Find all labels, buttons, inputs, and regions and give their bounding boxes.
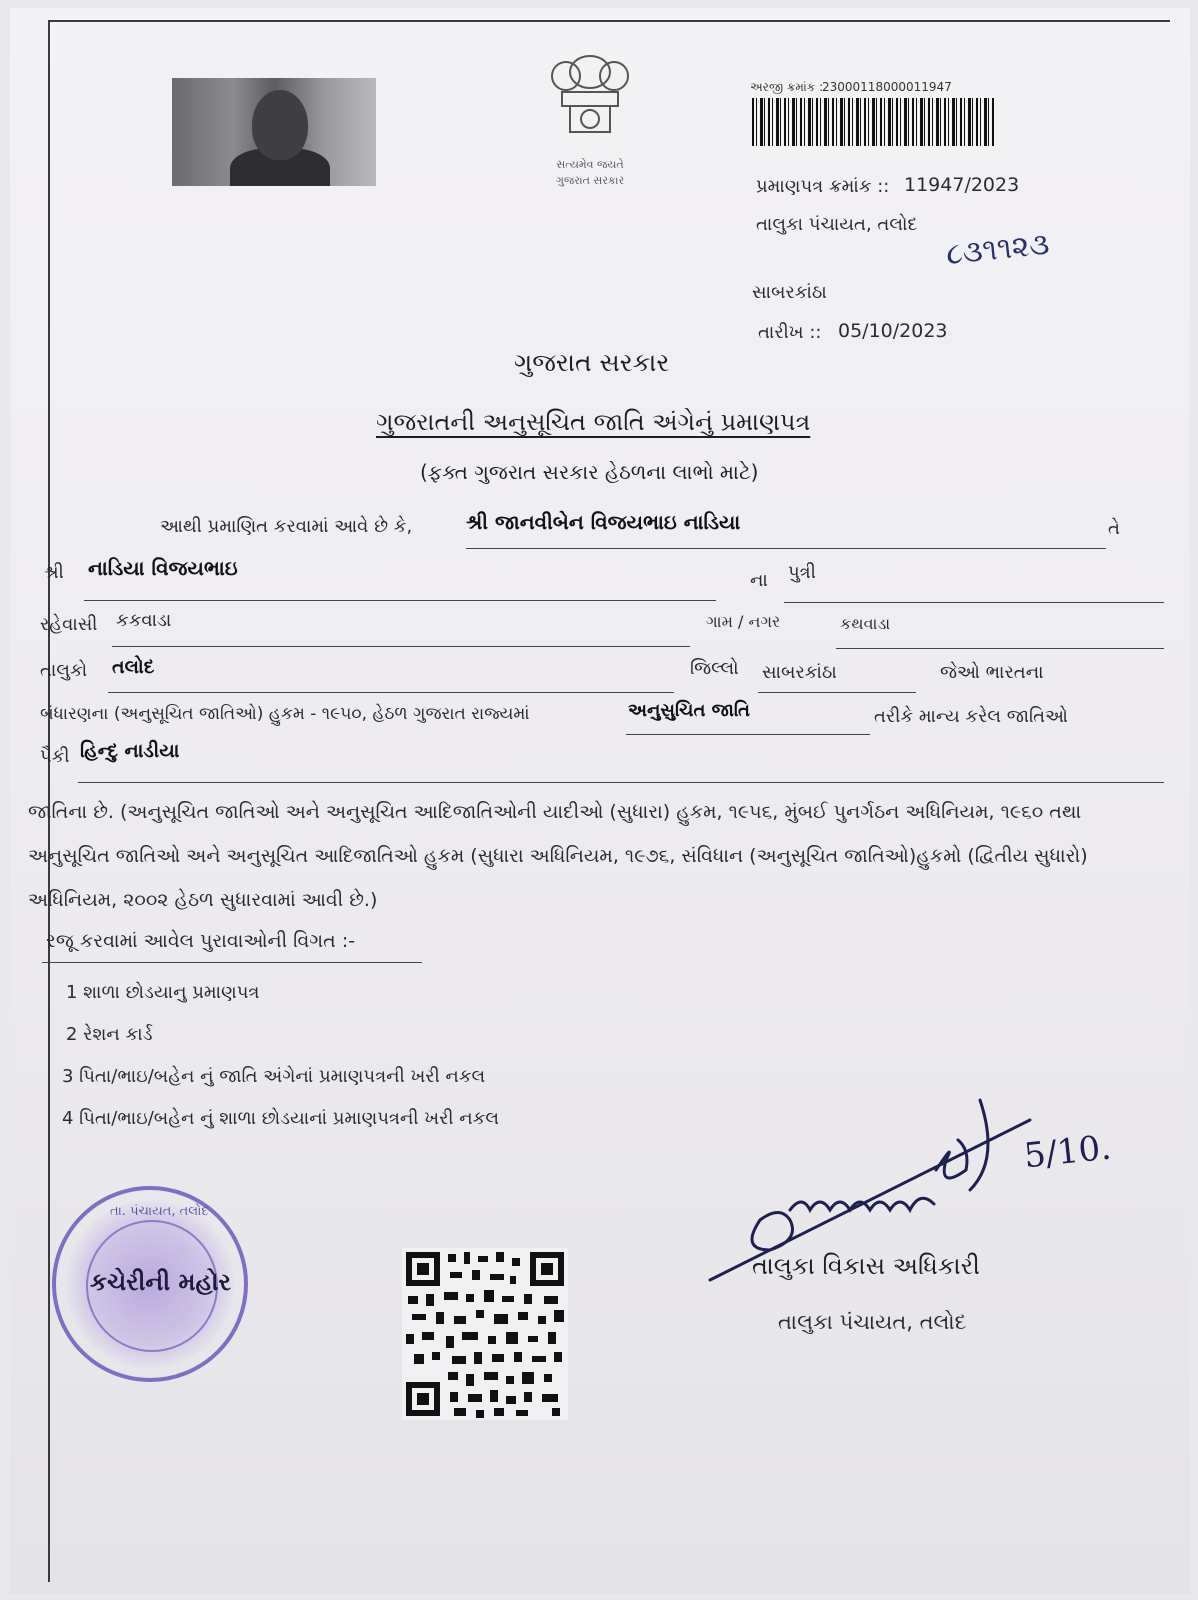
state-emblem-icon [536, 46, 644, 158]
residence-label: રહેવાસી [40, 614, 98, 635]
stamp-ring-text: તા. પંચાયત, તલોદ [110, 1204, 209, 1219]
certificate-note: (ફક્ત ગુજરાત સરકાર હેઠળના લાભો માટે) [420, 460, 759, 484]
evidence-item: 4 પિતા/ભાઇ/બહેન નું શાળા છોડયાનાં પ્રમાણપત્રની ખરી નકલ [62, 1108, 499, 1129]
residence-value: કકવાડા [116, 610, 172, 631]
district-line [758, 692, 916, 693]
applicant-name: શ્રી જાનવીબેન વિજયભાઇ નાડિયા [466, 510, 741, 534]
officer-title: તાલુકા વિકાસ અધિકારી [752, 1252, 980, 1280]
district-line: સાબરકાંઠા [752, 282, 827, 303]
emblem-government: ગુજરાત સરકાર [555, 174, 625, 187]
shri-label: શ્રી [44, 562, 64, 583]
parent-name: નાડિયા વિજયભાઇ [88, 556, 238, 580]
constitution-text: બંધારણના (અનુસૂચિત જાતિઓ) હુકમ - ૧૯૫૦, હેઠળ ગુજરાત રાજ્યમાં [40, 704, 530, 724]
application-no: 23000118000011947 [822, 80, 952, 94]
certificate-no-label: પ્રમાણપત્ર ક્રમાંક :: [756, 176, 890, 197]
legal-paragraph-line-2: અનુસૂચિત જાતિઓ અને અનુસૂચિત આદિજાતિઓ હુકમ (સુધારા અધિનિયમ, ૧૯૭૬, સંવિધાન (અનુસૂચિત જાતિઓ)હુકમો (દ્વિતીય સુધારો) [28, 845, 1088, 867]
government-title: ગુજરાત સરકાર [514, 348, 670, 377]
taluka-label: તાલુકો [40, 660, 88, 681]
category-value: અનુસુચિત જાતિ [628, 700, 750, 721]
legal-paragraph-line-3: અધિનિયમ, ૨૦૦૨ હેઠળ સુધારવામાં આવી છે.) [28, 889, 378, 911]
caste-line [78, 782, 1164, 783]
issue-date: 05/10/2023 [838, 320, 948, 342]
residence-line [112, 646, 690, 647]
handwritten-number: ૮૩૧૧૨૩ [944, 226, 1052, 273]
evidence-heading-underline [42, 962, 422, 963]
evidence-item: 2 રેશન કાર્ડ [66, 1024, 153, 1045]
district-label: જિલ્લો [690, 658, 739, 679]
stamp-text: કચેરીની મહોર [90, 1268, 231, 1296]
te-text: તે [1108, 518, 1120, 539]
jeo-bharatna-text: જેઓ ભારતના [940, 662, 1044, 683]
village-label: ગામ / નગર [706, 612, 781, 631]
relation: પુત્રી [788, 562, 816, 583]
relation-line [784, 602, 1164, 603]
certify-text: આથી પ્રમાણિત કરવામાં આવે છે કે, [160, 516, 413, 537]
evidence-item: 1 શાળા છોડયાનુ પ્રમાણપત્ર [66, 982, 260, 1003]
emblem-motto: સત્યમેવ જયતે [556, 158, 624, 171]
office-seal-stamp [52, 1186, 248, 1382]
evidence-item: 3 પિતા/ભાઇ/બહેન નું જાતિ અંગેનાં પ્રમાણપત્રની ખરી નકલ [62, 1066, 486, 1087]
legal-paragraph-line-1: જાતિના છે. (અનુસૂચિત જાતિઓ અને અનુસૂચિત આદિજાતિઓની યાદીઓ (સુધારા) હુકમ, ૧૯૫૬, મુંબઈ પુનર્ગઠન અધિનિયમ, ૧૯૬૦ તથા [28, 801, 1082, 823]
signature-date-note: 5/10. [1022, 1127, 1114, 1177]
qr-code-icon [402, 1248, 568, 1420]
village-line [836, 648, 1164, 649]
na-text: ના [750, 570, 768, 591]
paiki-label: પૈકી [40, 746, 70, 767]
district-value: સાબરકાંઠા [762, 662, 837, 683]
date-label: તારીખ :: [758, 322, 822, 343]
barcode [752, 98, 996, 146]
taluka-value: તલોદ [112, 656, 155, 678]
legal-paragraph [28, 790, 1158, 922]
officer-office: તાલુકા પંચાયત, તલોદ [778, 1310, 967, 1334]
taluka-line [108, 692, 674, 693]
category-line [626, 734, 870, 735]
certificate-title: ગુજરાતની અનુસૂચિત જાતિ અંગેનું પ્રમાણપત્ર [376, 408, 811, 436]
application-no-label: અરજી ક્રમાંક : [750, 80, 824, 94]
village-value: કથવાડા [840, 614, 891, 633]
office-line: તાલુકા પંચાયત, તલોદ [756, 214, 918, 235]
recognized-text: તરીકે માન્ય કરેલ જાતિઓ [874, 706, 1068, 727]
evidence-heading: રજૂ કરવામાં આવેલ પુરાવાઓની વિગત :- [46, 930, 356, 952]
certificate-no: 11947/2023 [904, 174, 1020, 196]
caste-value: હિન્દુ નાડીયા [80, 740, 180, 762]
applicant-name-line [466, 548, 1106, 549]
applicant-photo [172, 78, 376, 186]
parent-name-line [84, 600, 716, 601]
